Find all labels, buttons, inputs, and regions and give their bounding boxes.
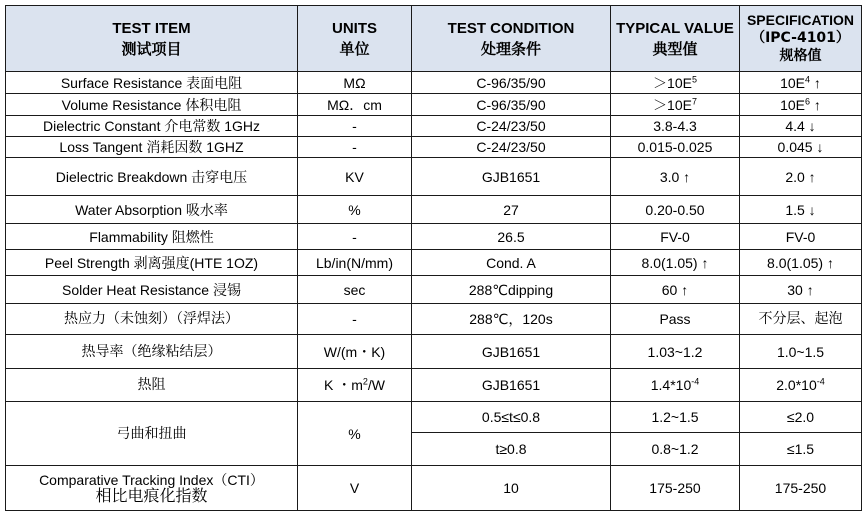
condition-cell: GJB1651 [412,335,611,369]
spec-cell: 175-250 [740,466,862,511]
condition-cell: Cond. A [412,250,611,276]
table-row [6,158,862,196]
typical-cell: 1.2~1.5 [611,402,740,433]
header-units: UNITS 单位 [298,6,412,72]
table-header [6,6,862,72]
item-cell: Water Absorption 吸水率 [6,196,298,224]
typical-cell: 0.20-0.50 [611,196,740,224]
spec-cell: $10E^4$ ↑ [740,72,862,94]
typical-cell: 3.0 ↑ [611,158,740,196]
header-specification: SPECIFICATION （IPC-4101） 规格值 [740,6,862,72]
table-row [6,224,862,250]
typical-cell: 8.0(1.05) ↑ [611,250,740,276]
typical-cell: Pass [611,304,740,335]
item-cell: Loss Tangent 消耗因数 1GHZ [6,137,298,158]
unit-cell: Lb/in(N/mm) [298,250,412,276]
item-cell: Solder Heat Resistance 浸锡 [6,276,298,304]
condition-cell: 288℃，120s [412,304,611,335]
spec-cell: FV-0 [740,224,862,250]
typical-cell: $>10E^5$ [611,72,740,94]
table-body [6,72,862,511]
spec-cell: 1.0~1.5 [740,335,862,369]
spec-cell: ≤2.0 [740,402,862,433]
item-cell: 热导率（绝缘粘结层） [6,335,298,369]
spec-cell: ≤1.5 [740,433,862,466]
item-cell: 弓曲和扭曲 [6,402,298,466]
item-cell: Dielectric Constant 介电常数 1GHz [6,116,298,137]
condition-cell: t≥0.8 [412,433,611,466]
spec-cell: $2.0*10^{-4}$ [740,369,862,402]
table-row [6,94,862,116]
spec-cell: 不分层、起泡 [740,304,862,335]
typical-cell: 0.015-0.025 [611,137,740,158]
typical-cell: $>10E^7$ [611,94,740,116]
unit-cell: - [298,304,412,335]
spec-table [5,5,862,511]
spec-cell: $10E^6$ ↑ [740,94,862,116]
condition-cell: C-96/35/90 [412,72,611,94]
table-row [6,116,862,137]
typical-cell: $1.4*10^{-4}$ [611,369,740,402]
condition-cell: GJB1651 [412,369,611,402]
table-row [6,137,862,158]
unit-cell: - [298,224,412,250]
item-cell: Comparative Tracking Index（CTI） 相比电痕化指数 [6,466,298,511]
table-row [6,304,862,335]
unit-cell: - [298,116,412,137]
unit-cell: sec [298,276,412,304]
table-row [6,466,862,511]
table-row [6,369,862,402]
typical-cell: 1.03~1.2 [611,335,740,369]
table-row [6,250,862,276]
typical-cell: 60 ↑ [611,276,740,304]
unit-cell: % [298,196,412,224]
item-cell: Peel Strength 剥离强度(HTE 1OZ) [6,250,298,276]
header-test-item: TEST ITEM 测试项目 [6,6,298,72]
item-cell: Dielectric Breakdown 击穿电压 [6,158,298,196]
unit-cell: - [298,137,412,158]
spec-cell: 2.0 ↑ [740,158,862,196]
header-typical-value: TYPICAL VALUE 典型值 [611,6,740,72]
table-row [6,72,862,94]
unit-cell: KV [298,158,412,196]
table-row [6,402,862,433]
spec-cell: 0.045 ↓ [740,137,862,158]
item-cell: 热应力（未蚀刻）（浮焊法） [6,304,298,335]
spec-cell: 8.0(1.05) ↑ [740,250,862,276]
spec-cell: 1.5 ↓ [740,196,862,224]
table-row [6,196,862,224]
typical-cell: 175-250 [611,466,740,511]
item-cell: Surface Resistance 表面电阻 [6,72,298,94]
unit-cell: MΩ．cm [298,94,412,116]
unit-cell: V [298,466,412,511]
item-cell: 热阻 [6,369,298,402]
condition-cell: 10 [412,466,611,511]
table-row [6,335,862,369]
condition-cell: C-24/23/50 [412,137,611,158]
condition-cell: 26.5 [412,224,611,250]
unit-cell: % [298,402,412,466]
condition-cell: GJB1651 [412,158,611,196]
spec-cell: 30 ↑ [740,276,862,304]
item-cell: Volume Resistance 体积电阻 [6,94,298,116]
item-cell: Flammability 阻燃性 [6,224,298,250]
condition-cell: C-96/35/90 [412,94,611,116]
table-row [6,276,862,304]
condition-cell: 0.5≤t≤0.8 [412,402,611,433]
typical-cell: FV-0 [611,224,740,250]
condition-cell: 288℃dipping [412,276,611,304]
header-row [6,6,862,72]
unit-cell: W/(m・K) [298,335,412,369]
unit-cell: MΩ [298,72,412,94]
spec-cell: 4.4 ↓ [740,116,862,137]
unit-cell: K ・$m^2/W$ [298,369,412,402]
condition-cell: 27 [412,196,611,224]
condition-cell: C-24/23/50 [412,116,611,137]
typical-cell: 3.8-4.3 [611,116,740,137]
header-test-condition: TEST CONDITION 处理条件 [412,6,611,72]
typical-cell: 0.8~1.2 [611,433,740,466]
